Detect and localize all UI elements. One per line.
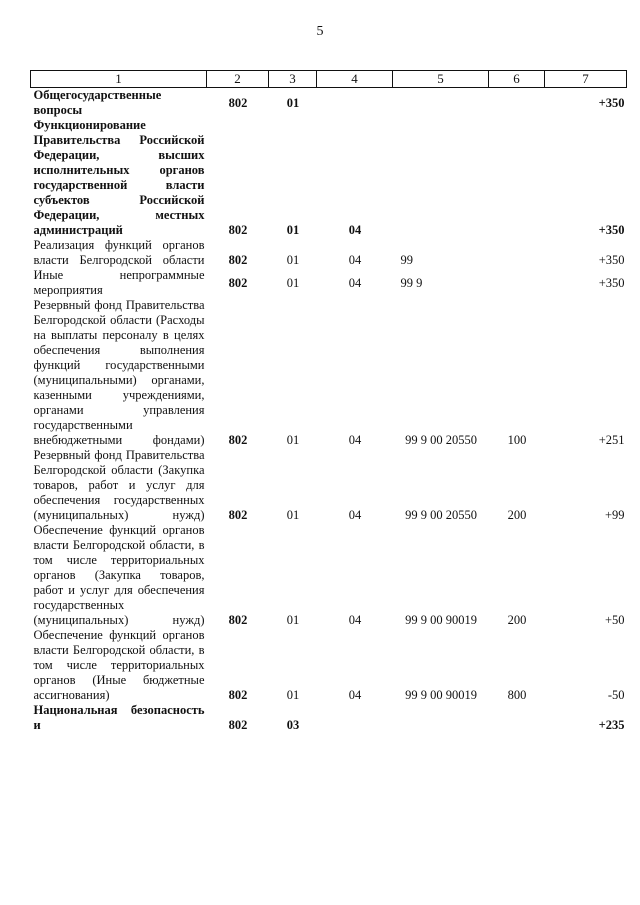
row-name: Реализация функций органов власти Белгородской области (33, 238, 205, 267)
table-row (31, 298, 627, 448)
row-name: Иные непрограммные мероприятия (33, 268, 205, 297)
row-ministry-code: 802 (228, 95, 248, 110)
column-header: 5 (393, 71, 489, 88)
row-name: Обеспечение функций органов власти Белгородской области, в том числе территориальных органов (Иные бюджетные ассигнования) (33, 628, 205, 702)
row-subsection-code: 04 (348, 275, 362, 290)
row-amount: -50 (607, 688, 625, 702)
row-subsection-code (317, 703, 393, 733)
row-expense-type: 800 (507, 688, 527, 702)
table-row (31, 448, 627, 523)
column-header: 7 (545, 71, 627, 88)
row-target-code: 99 9 00 20550 (405, 433, 477, 447)
table-row (31, 703, 627, 733)
row-expense-type: 200 (507, 613, 527, 627)
budget-table (30, 70, 627, 733)
row-expense-type (489, 703, 545, 733)
table-header-row (31, 71, 627, 88)
row-target-code (393, 703, 489, 733)
row-amount: +350 (598, 95, 625, 110)
row-subsection-code: 04 (348, 688, 362, 702)
table-row (31, 88, 627, 119)
row-section-code: 01 (286, 275, 300, 290)
row-target-code (393, 118, 489, 238)
row-expense-type (489, 88, 545, 119)
row-ministry-code: 802 (228, 718, 248, 732)
row-expense-type (489, 268, 545, 298)
column-header: 6 (489, 71, 545, 88)
table-row (31, 628, 627, 703)
row-amount: +251 (598, 433, 625, 447)
row-target-code: 99 9 00 20550 (405, 508, 477, 522)
row-ministry-code: 802 (228, 223, 248, 237)
row-subsection-code: 04 (348, 613, 362, 627)
row-ministry-code: 802 (228, 253, 248, 267)
column-header: 4 (317, 71, 393, 88)
row-expense-type: 200 (507, 508, 527, 522)
table-row (31, 268, 627, 298)
row-name: Резервный фонд Правительства Белгородской области (Закупка товаров, работ и услуг для обеспечения государственных (муниципальных) нужд) (33, 448, 205, 522)
row-subsection-code: 04 (348, 433, 362, 447)
row-subsection-code (317, 88, 393, 119)
row-section-code: 03 (286, 718, 300, 732)
table-row (31, 238, 627, 268)
row-target-code: 99 9 00 90019 (405, 613, 477, 627)
row-ministry-code: 802 (228, 275, 248, 290)
row-target-code: 99 9 (400, 275, 423, 290)
row-amount: +50 (604, 613, 625, 627)
row-section-code: 01 (286, 253, 300, 267)
row-expense-type (489, 238, 545, 268)
row-section-code: 01 (286, 223, 300, 237)
row-name: Функционирование Правительства Российской Федерации, высших исполнительных органов государственной власти субъектов Российской Федерации, местных администраций (33, 118, 205, 237)
row-section-code: 01 (286, 95, 300, 110)
row-ministry-code: 802 (228, 613, 248, 627)
page-number: 5 (316, 24, 324, 39)
row-target-code: 99 (400, 253, 413, 267)
row-section-code: 01 (286, 688, 300, 702)
row-name: Резервный фонд Правительства Белгородской области (Расходы на выплаты персоналу в целях обеспечения выполнения функций государственными (муниципальными) органами, казенными учреждениями, органами управления государственными внебюджетными фондами) (33, 298, 205, 447)
row-subsection-code: 04 (348, 223, 362, 237)
row-amount: +350 (598, 275, 625, 290)
row-amount: +350 (598, 253, 625, 267)
row-target-code: 99 9 00 90019 (405, 688, 477, 702)
row-name: Национальная безопасность и (33, 703, 205, 732)
row-amount: +235 (598, 718, 625, 732)
row-amount: +350 (598, 223, 625, 237)
row-expense-type (489, 118, 545, 238)
row-ministry-code: 802 (228, 508, 248, 522)
table-row (31, 523, 627, 628)
column-header: 1 (31, 71, 207, 88)
column-header: 2 (207, 71, 269, 88)
row-amount: +99 (604, 508, 625, 522)
column-header: 3 (269, 71, 317, 88)
row-expense-type: 100 (507, 433, 527, 447)
row-ministry-code: 802 (228, 688, 248, 702)
row-target-code (393, 88, 489, 119)
row-section-code: 01 (286, 433, 300, 447)
row-subsection-code: 04 (348, 253, 362, 267)
row-section-code: 01 (286, 508, 300, 522)
row-ministry-code: 802 (228, 433, 248, 447)
table-row (31, 118, 627, 238)
row-name: Общегосударственные вопросы (33, 88, 162, 117)
row-subsection-code: 04 (348, 508, 362, 522)
row-name: Обеспечение функций органов власти Белгородской области, в том числе территориальных органов (Закупка товаров, работ и услуг для обеспечения государственных (муниципальных) нужд) (33, 523, 205, 627)
row-section-code: 01 (286, 613, 300, 627)
